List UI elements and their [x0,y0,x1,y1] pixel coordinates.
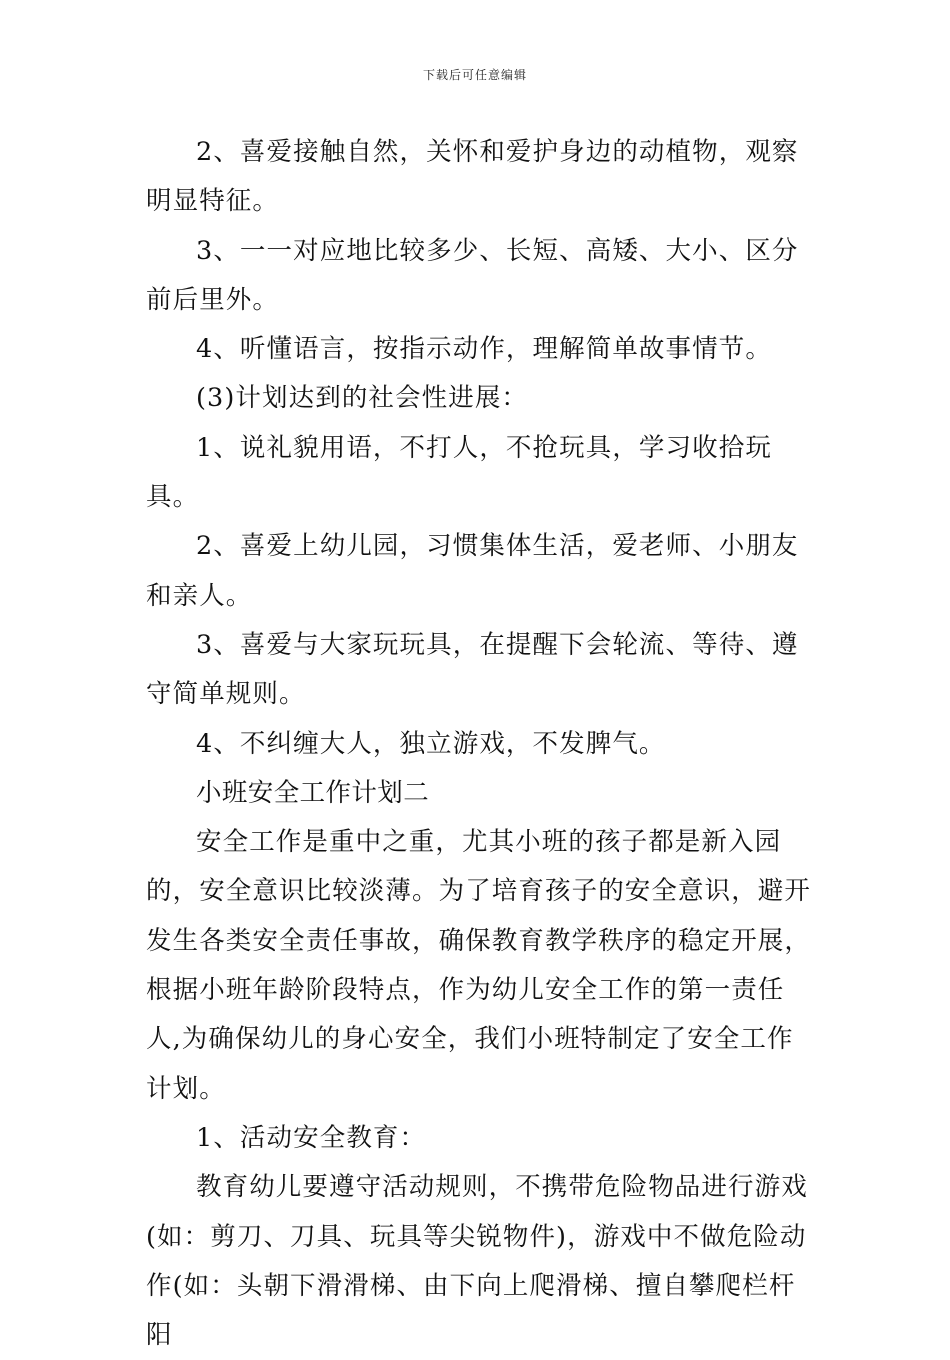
paragraph: 2、喜爱接触自然，关怀和爱护身边的动植物，观察明显特征。 [146,137,799,217]
paragraph: 4、听懂语言，按指示动作，理解简单故事情节。 [196,334,772,365]
paragraph: 3、喜爱与大家玩玩具，在提醒下会轮流、等待、遵守简单规则。 [146,629,799,710]
section-title: 小班安全工作计划二 [196,777,430,808]
paragraph: 安全工作是重中之重，尤其小班的孩子都是新入园的，安全意识比较淡薄。为了培育孩子的安全意识，避开发生各类安全责任事故，确保教育教学秩序的稳定开展，根据小班年龄阶段特点，作为幼儿安全工作的第一责任人,为确保幼儿的身心安全，我们小班特制定了安全工作计划。 [146,827,812,1104]
header-note: 下载后可任意编辑 [422,68,527,82]
section-subheading: 1、活动安全教育： [196,1122,427,1153]
paragraph: 4、不纠缠大人，独立游戏，不发脾气。 [196,728,666,759]
document-body [146,128,818,1360]
paragraph: 教育幼儿要遵守活动规则，不携带危险物品进行游戏(如：剪刀、刀具、玩具等尖锐物件)，游戏中不做危险动作(如：头朝下滑滑梯、由下向上爬滑梯、擅自攀爬栏杆阳 [146,1172,808,1351]
paragraph: 2、喜爱上幼儿园，习惯集体生活，爱老师、小朋友和亲人。 [146,531,799,611]
paragraph: 1、说礼貌用语，不打人，不抢玩具，学习收拾玩具。 [146,432,772,513]
section-subheading: (3)计划达到的社会性进展： [196,383,529,414]
paragraph: 3、一一对应地比较多少、长短、高矮、大小、区分前后里外。 [146,235,799,315]
